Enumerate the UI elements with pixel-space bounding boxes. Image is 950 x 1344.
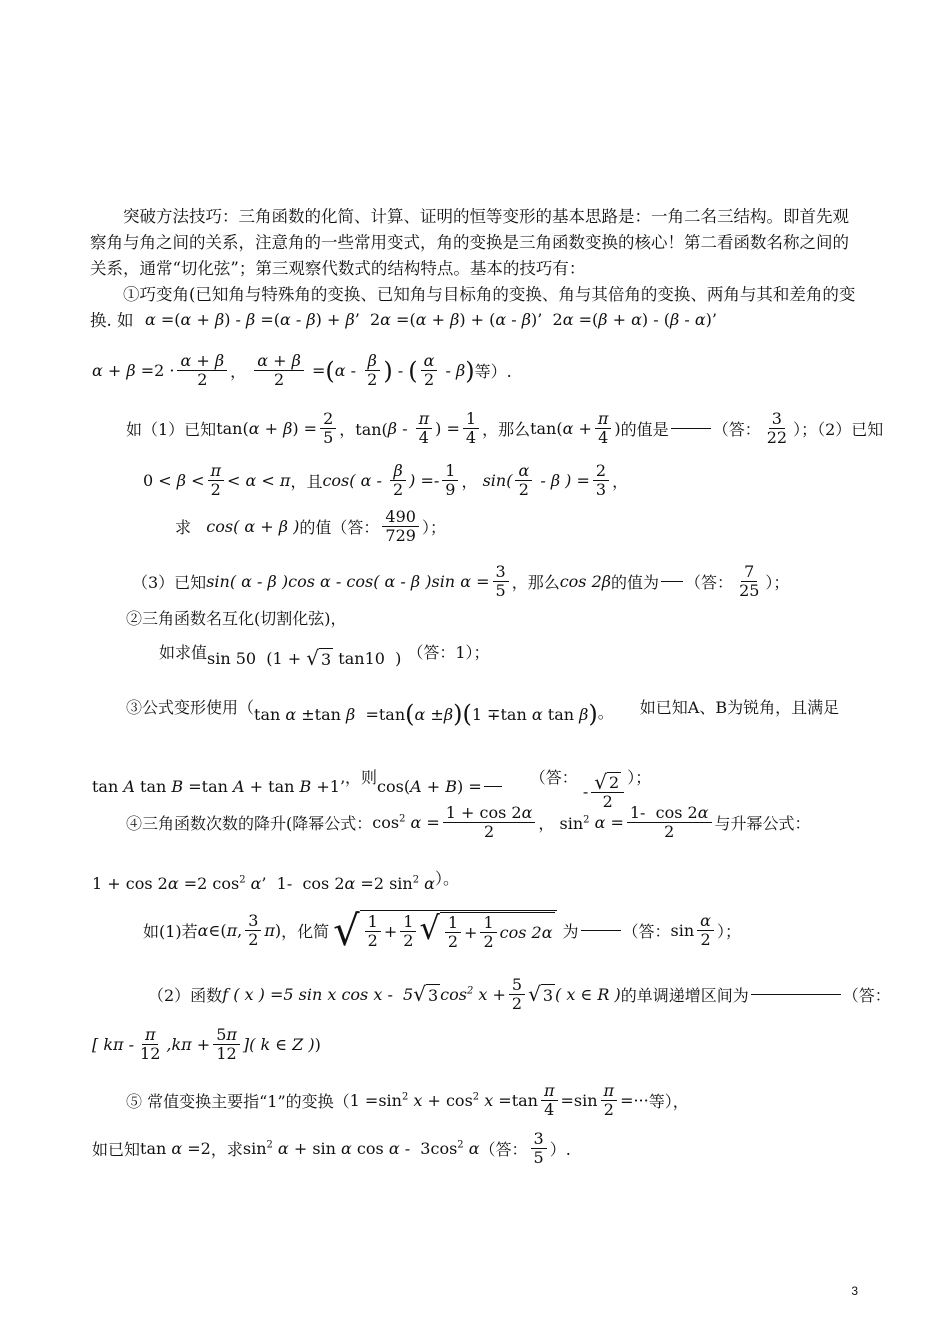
item5-ex-text: 如已知 <box>92 1140 141 1160</box>
item4-ex1-text: 如(1)若 <box>143 922 198 942</box>
item2-ex-text: 如求值 <box>159 643 208 662</box>
item5-answer-close: ）. <box>549 1140 571 1160</box>
item1-example3: （3）已知 sin( α - β )cos α - cos( α - β )sin α = $\frac{3}{5}$ ，那么 cos 2β 的值为 （答： $\frac{7}{25}$ ）； <box>132 562 790 601</box>
item5-example: 如已知 tan α =2 ，求 $\sin^2$ α + sin α cos α - $3\cos^2$ α （答： $\frac{3}{5}$ ）. <box>92 1129 571 1168</box>
answer-blank <box>671 428 711 429</box>
item4-example2: （2）函数 f ( x ) =5 sin x cos x - 5 √ 3 $\cos^2 x$ + $\frac{5}{2}$ √ 3 ( x ∈ R ) 的单调递增区间为 （答： <box>148 975 891 1014</box>
item1-example2-condition: 0 < β < $\frac{\pi}{2}$ < α < π ，且 cos( α - $\frac{\beta}{2}$ ) =- $\frac{1}{9}$ ， sin( $\frac{\alpha}{2}$ - β ) = $\frac{2}{3}$ ， <box>143 461 629 500</box>
ex3-answer-den: 25 <box>739 581 760 601</box>
item2-answer: （答：1）； <box>407 643 490 662</box>
item4-answer-close: ）； <box>716 922 741 942</box>
ex3-then: ，那么 <box>511 573 560 593</box>
item4-mid: 与升幂公式： <box>714 814 811 834</box>
item3-example: 如已知A、B为锐角，且满足 <box>639 697 840 717</box>
answer-blank <box>484 786 502 787</box>
item4-answer2-label: （答： <box>842 986 891 1006</box>
item5-answer-label: （答： <box>479 1140 528 1160</box>
ex3-answer-num: 7 <box>741 563 757 582</box>
item3-end: 。 <box>597 702 614 722</box>
item4-line2: 1 + cos 2 α =2 $\cos^2$ α ’ 1- cos 2 α =2 $\sin^2$ α ）。 <box>92 862 459 893</box>
item4-title: ④三角函数次数的降升(降幂公式： <box>126 814 373 834</box>
item5-qiu: ，求 <box>210 1140 243 1160</box>
item2-title: ②三角函数名互化(切割化弦)， <box>126 609 347 628</box>
item1-deng: 等）. <box>474 362 512 382</box>
item4-example1: 如(1)若 α ∈( π , $\frac{3}{2}$ π ) ，化简 √ $\frac{1}{2}$ + $\frac{1}{2}$ √ $\frac{1}{2}$ + $\frac{1}{2}$ cos 2α 为 （答： sin $\frac{\alpha}{2}$ ）； <box>143 906 741 955</box>
page-number: 3 <box>851 1284 858 1298</box>
item4-line1: ④三角函数次数的降升(降幂公式： $\cos^2$ α = $\frac{1 + \cos 2\alpha}{2}$ ， $\sin^2$ α = $\frac{1- \cos 2\alpha}{2}$ 与升幂公式： <box>126 803 811 842</box>
item2-example: 如求值 sin 50 (1 + √ 3 tan10 ) （答：1）； <box>159 634 490 669</box>
item3-title: ③公式变形使用（ <box>126 697 255 717</box>
item1-formula-line2: α + β =2 · $\frac{\alpha + \beta}{2}$ ， $\frac{\alpha + \beta}{2}$ = ( α - $\frac{\beta}{2}$ ) - ( $\frac{\alpha}{2}$ - β ) 等）. <box>92 351 512 390</box>
ex2-answer-num: 490 <box>382 508 419 527</box>
item3-answer-label: （答： <box>529 768 578 788</box>
answer-blank <box>751 994 841 995</box>
item5-line1: ⑤ 常值变换主要指“1”的变换（ $1 =\sin^2$ x + $\cos^2$ x =tan $\frac{\pi}{4}$ =sin $\frac{\pi}{2}$ =··· 等）， <box>126 1081 689 1120</box>
ex2-zhi: 的值（答： <box>299 518 380 538</box>
item3-line1: ③公式变形使用（ tan α ±tan β =tan ( α ± β )( 1 ∓tan α tan β ) 。 如已知A、B为锐角，且满足 <box>126 686 839 726</box>
item3-ze: ，则 <box>345 768 378 788</box>
ex2-label: ）；（2）已知 <box>793 420 884 440</box>
ex1-answer-label: （答： <box>712 420 761 440</box>
ex3-label: （3）已知 <box>132 573 207 593</box>
ex1-then: ，那么 <box>482 420 531 440</box>
item1-example2-ask: 求 cos( α + β ) 的值（答： $\frac{490}{729}$ ）； <box>175 507 446 546</box>
item5-title: ⑤ 常值变换主要指“1”的变换（ <box>126 1092 350 1112</box>
item1-title: ①巧变角(已知角与特殊角的变换、已知角与目标角的变换、角与其倍角的变换、两角与其和差角的变换. 如 <box>90 285 856 330</box>
item4-ex2-increasing: 的单调递增区间为 <box>620 986 749 1006</box>
item5-answer-den: 5 <box>533 1148 544 1168</box>
ex1-prefix: 如（1）已知 <box>126 420 217 440</box>
item4-wei: 为 <box>562 922 579 942</box>
item3-line2: tan A tan B =tan A + tan B +1’ ，则 cos( A + B ) = （答： - √ 2 2 ）； <box>92 742 651 812</box>
ex1-answer-den: 22 <box>766 428 788 448</box>
item5-answer-num: 3 <box>531 1130 547 1149</box>
answer-blank <box>661 581 683 582</box>
item3-answer-close: ）； <box>627 768 652 788</box>
ex1-answer-num: 3 <box>769 410 785 429</box>
intro-paragraph: 突破方法技巧：三角函数的化简、计算、证明的恒等变形的基本思路是：一角二名三结构。即首先观察角与角之间的关系，注意角的一些常用变式，角的变换是三角函数变换的核心！第二看函数名称之间的关系，通常“切化弦”；第三观察代数式的结构特点。基本的技巧有： <box>90 207 849 278</box>
ex2-qie: ，且 <box>290 472 323 492</box>
ex3-answer-label: （答： <box>685 573 734 593</box>
item4-answer2: [ kπ - $\frac{\pi}{12}$ ,kπ + $\frac{5\pi}{12}$ ]( k ∈ Z ) ) <box>92 1025 321 1064</box>
ex2-answer-den: 729 <box>385 526 416 546</box>
ex1-value-text: 的值是 <box>620 420 669 440</box>
item1-formula-line1: α =( α + β ) - β =( α - β ) + β ’ 2 α =( α + β ) + ( α - β )’ 2 α =( β + α ) - ( β - α )’ <box>145 310 717 329</box>
item4-end: ）。 <box>434 869 459 888</box>
ex3-value-text: 的值为 <box>611 573 660 593</box>
answer-blank <box>581 930 621 931</box>
item4-simplify: ，化简 <box>281 922 330 942</box>
ex3-close: ）； <box>765 573 790 593</box>
item4-answer-label: （答： <box>622 922 671 942</box>
item4-ex2-text: （2）函数 <box>148 986 223 1006</box>
ex2-qiu: 求 <box>175 518 192 538</box>
ex2-close: ）； <box>421 518 446 538</box>
item1-example1: 如（1）已知 tan( α + β ) = $\frac{2}{5}$ ，tan( β - $\frac{\pi}{4}$ ) = $\frac{1}{4}$ ，那么 tan( α + $\frac{\pi}{4}$ ) 的值是 （答： $\frac{3}{22}$ ）；（2）已知 <box>126 409 884 448</box>
item5-deng: 等）， <box>648 1092 689 1112</box>
